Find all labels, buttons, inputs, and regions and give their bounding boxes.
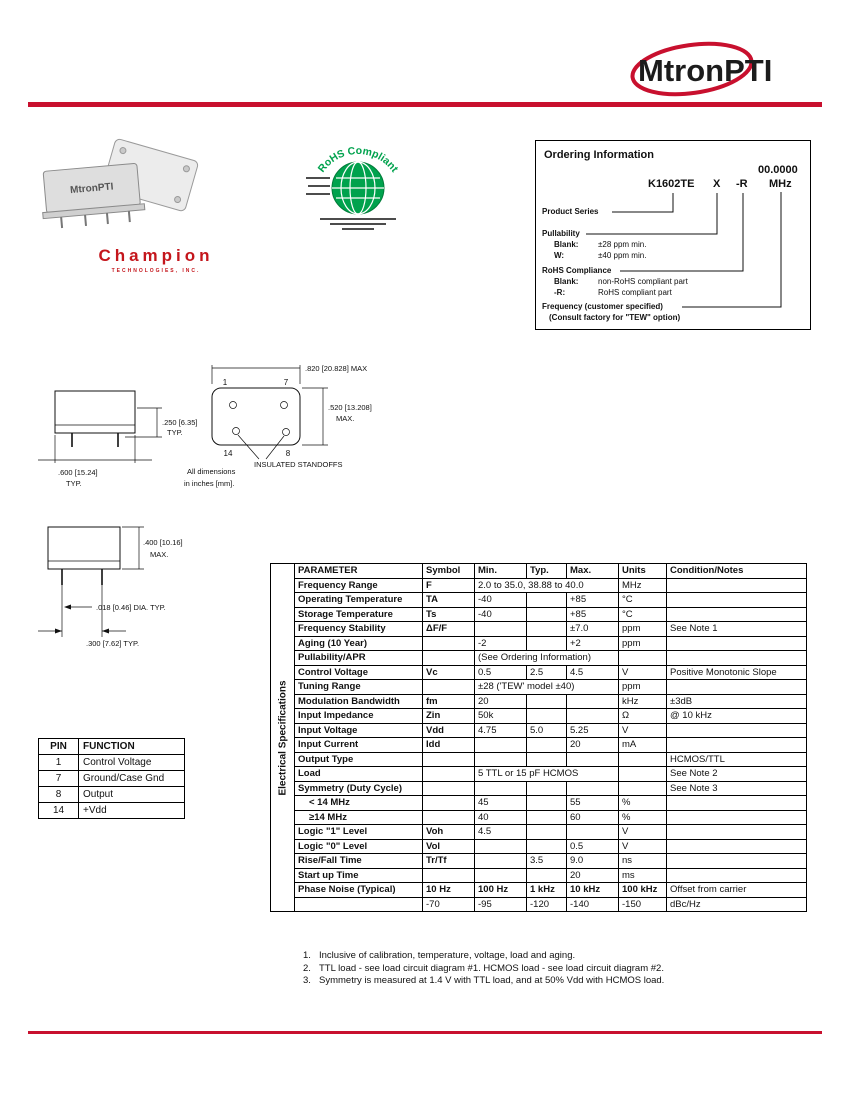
table-cell: Positive Monotonic Slope (667, 665, 807, 680)
table-cell (475, 839, 527, 854)
table-cell (567, 709, 619, 724)
footnote-2: 2. TTL load - see load circuit diagram #1. HCMOS load - see load circuit diagram #2. (303, 962, 664, 974)
svg-text:TYP.: TYP. (66, 479, 82, 488)
table-cell: Frequency Range (295, 578, 423, 593)
rohs-option-blank-desc: non-RoHS compliant part (598, 277, 688, 286)
table-cell: ppm (619, 636, 667, 651)
table-cell (475, 868, 527, 883)
table-cell: Vdd (423, 723, 475, 738)
table-row (295, 593, 807, 608)
table-row (295, 636, 807, 651)
svg-text:.018 [0.46] DIA. TYP.: .018 [0.46] DIA. TYP. (96, 603, 166, 612)
table-cell: ±28 ('TEW' model ±40) (475, 680, 619, 695)
table-row (295, 694, 807, 709)
table-cell (619, 767, 667, 782)
table-cell (667, 651, 807, 666)
table-cell: 0.5 (475, 665, 527, 680)
pullability-option-w-desc: ±40 ppm min. (598, 251, 647, 260)
table-cell: ≥14 MHz (295, 810, 423, 825)
table-header-cell: Min. (475, 564, 527, 579)
table-cell: MHz (619, 578, 667, 593)
table-row (295, 607, 807, 622)
pin-detail (38, 585, 166, 648)
table-cell: ±3dB (667, 694, 807, 709)
table-cell (667, 738, 807, 753)
table-cell: @ 10 kHz (667, 709, 807, 724)
svg-text:MAX.: MAX. (336, 414, 355, 423)
frequency-label: Frequency (customer specified) (542, 302, 663, 311)
table-cell: < 14 MHz (295, 796, 423, 811)
table-cell (527, 607, 567, 622)
table-cell (423, 810, 475, 825)
part-number-rohs: -R (736, 178, 748, 190)
table-cell: F (423, 578, 475, 593)
pin-function-table (38, 738, 185, 819)
table-cell: See Note 3 (667, 781, 807, 796)
ordering-information-box (535, 140, 811, 330)
rohs-option-r-code: -R: (554, 288, 566, 297)
table-cell: 45 (475, 796, 527, 811)
table-cell: 10 kHz (567, 883, 619, 898)
svg-text:INSULATED STANDOFFS: INSULATED STANDOFFS (254, 460, 343, 469)
table-cell: +2 (567, 636, 619, 651)
table-cell: ppm (619, 680, 667, 695)
table-cell (567, 694, 619, 709)
globe (332, 162, 384, 214)
dimensions-note (184, 467, 236, 488)
table-cell: Storage Temperature (295, 607, 423, 622)
table-row (295, 854, 807, 869)
table-cell (619, 651, 667, 666)
table-cell (619, 781, 667, 796)
part-number-pullability: X (713, 178, 721, 190)
table-row (295, 680, 807, 695)
table-cell: 1 kHz (527, 883, 567, 898)
rohs-option-r-desc: RoHS compliant part (598, 288, 672, 297)
table-cell: ppm (619, 622, 667, 637)
table-cell: % (619, 810, 667, 825)
table-cell: 4.5 (567, 665, 619, 680)
table-cell: -40 (475, 607, 527, 622)
side-view-top (38, 391, 197, 488)
table-cell: Output Type (295, 752, 423, 767)
table-cell: V (619, 665, 667, 680)
table-row (295, 796, 807, 811)
product-photo (35, 131, 205, 236)
table-cell: Input Impedance (295, 709, 423, 724)
top-view (212, 364, 372, 469)
table-cell: mA (619, 738, 667, 753)
table-cell: Control Voltage (79, 755, 185, 771)
table-cell (667, 636, 807, 651)
table-cell: fm (423, 694, 475, 709)
spec-table (294, 563, 807, 912)
table-cell: Logic "0" Level (295, 839, 423, 854)
table-row (295, 897, 807, 912)
oscillator-package-front (39, 163, 146, 230)
svg-text:MAX.: MAX. (150, 550, 169, 559)
table-cell (527, 796, 567, 811)
svg-text:.520 [13.208]: .520 [13.208] (328, 403, 372, 412)
table-row (295, 738, 807, 753)
table-cell: Tuning Range (295, 680, 423, 695)
table-row (295, 578, 807, 593)
table-row (295, 752, 807, 767)
table-row (295, 839, 807, 854)
table-row (295, 883, 807, 898)
table-header-cell: Units (619, 564, 667, 579)
table-cell (667, 868, 807, 883)
table-row (39, 787, 185, 803)
table-cell: 4.75 (475, 723, 527, 738)
table-cell (527, 593, 567, 608)
frequency-consult-note: (Consult factory for "TEW" option) (549, 313, 681, 322)
table-cell (423, 767, 475, 782)
table-cell: Logic "1" Level (295, 825, 423, 840)
rohs-arc-text: RoHS Compliant (315, 144, 401, 175)
table-cell (527, 694, 567, 709)
table-header-cell: Typ. (527, 564, 567, 579)
table-cell (667, 810, 807, 825)
champion-logo (88, 246, 224, 274)
table-cell: 2.5 (527, 665, 567, 680)
product-series-label: Product Series (542, 207, 599, 216)
pullability-option-blank-desc: ±28 ppm min. (598, 240, 647, 249)
table-cell: HCMOS/TTL (667, 752, 807, 767)
svg-text:All dimensions: All dimensions (187, 467, 236, 476)
table-cell: 10 Hz (423, 883, 475, 898)
table-cell: Operating Temperature (295, 593, 423, 608)
table-cell (567, 781, 619, 796)
table-cell: 9.0 (567, 854, 619, 869)
table-cell: Voh (423, 825, 475, 840)
svg-text:TYP.: TYP. (167, 428, 183, 437)
mtronpti-logo (630, 36, 825, 100)
package-brand-label: MtronPTI (69, 181, 114, 197)
table-cell: Start up Time (295, 868, 423, 883)
table-cell: -2 (475, 636, 527, 651)
part-number-frequency: 00.0000 (758, 164, 798, 176)
champion-subtitle: TECHNOLOGIES, INC. (111, 268, 201, 274)
table-cell (423, 651, 475, 666)
table-row (295, 651, 807, 666)
table-cell: 5 TTL or 15 pF HCMOS (475, 767, 619, 782)
table-cell: ms (619, 868, 667, 883)
table-cell: Zin (423, 709, 475, 724)
table-cell: -40 (475, 593, 527, 608)
table-cell: Rise/Fall Time (295, 854, 423, 869)
table-row (295, 622, 807, 637)
table-cell (567, 752, 619, 767)
table-cell: Input Voltage (295, 723, 423, 738)
table-cell: 50k (475, 709, 527, 724)
top-rule (28, 102, 822, 107)
table-cell (667, 578, 807, 593)
pin-label-7: 7 (283, 378, 289, 387)
table-cell: -150 (619, 897, 667, 912)
table-cell: Control Voltage (295, 665, 423, 680)
table-cell (667, 839, 807, 854)
table-cell (667, 825, 807, 840)
part-number-frequency-unit: MHz (769, 178, 792, 190)
footnote-3: 3. Symmetry is measured at 1.4 V with TTL load, and at 50% Vdd with HCMOS load. (303, 975, 665, 986)
table-cell (527, 781, 567, 796)
part-number-series: K1602TE (648, 178, 695, 190)
svg-text:in inches [mm].: in inches [mm]. (184, 479, 235, 488)
table-cell: ΔF/F (423, 622, 475, 637)
pin-label-8: 8 (285, 449, 291, 458)
table-cell (527, 825, 567, 840)
svg-text:.250 [6.35]: .250 [6.35] (162, 418, 198, 427)
table-header-cell: FUNCTION (79, 739, 185, 755)
pin-label-14: 14 (223, 449, 233, 458)
table-cell: Aging (10 Year) (295, 636, 423, 651)
table-cell (423, 636, 475, 651)
table-cell (527, 839, 567, 854)
table-cell: Input Current (295, 738, 423, 753)
table-cell (475, 781, 527, 796)
table-cell: Phase Noise (Typical) (295, 883, 423, 898)
table-cell: (See Ordering Information) (475, 651, 619, 666)
table-cell: 2.0 to 35.0, 38.88 to 40.0 (475, 578, 619, 593)
svg-text:.300 [7.62] TYP.: .300 [7.62] TYP. (86, 639, 140, 648)
rohs-option-blank-code: Blank: (554, 277, 579, 286)
table-cell (619, 752, 667, 767)
table-cell: Modulation Bandwidth (295, 694, 423, 709)
table-cell: Ω (619, 709, 667, 724)
table-cell: Ground/Case Gnd (79, 771, 185, 787)
table-row (295, 781, 807, 796)
table-row (295, 825, 807, 840)
table-cell (567, 825, 619, 840)
table-row (39, 771, 185, 787)
footnote-1: 1. Inclusive of calibration, temperature, voltage, load and aging. (303, 950, 576, 961)
pin-label-1: 1 (222, 378, 228, 387)
table-cell (295, 897, 423, 912)
table-cell: 20 (567, 868, 619, 883)
table-cell: +85 (567, 593, 619, 608)
table-cell: °C (619, 593, 667, 608)
table-cell: V (619, 825, 667, 840)
table-cell: Offset from carrier (667, 883, 807, 898)
rohs-compliant-icon (306, 134, 410, 234)
table-cell (527, 810, 567, 825)
table-cell: 5.0 (527, 723, 567, 738)
table-cell: -120 (527, 897, 567, 912)
rohs-compliance-label: RoHS Compliance (542, 266, 612, 275)
table-cell (423, 680, 475, 695)
table-cell: 1 (39, 755, 79, 771)
table-cell: 20 (567, 738, 619, 753)
table-cell: 7 (39, 771, 79, 787)
table-cell (475, 738, 527, 753)
table-header-cell: Max. (567, 564, 619, 579)
table-cell: 100 Hz (475, 883, 527, 898)
table-cell (527, 868, 567, 883)
table-cell (527, 622, 567, 637)
svg-text:.600 [15.24]: .600 [15.24] (58, 468, 98, 477)
table-cell (527, 738, 567, 753)
footnotes (303, 950, 664, 988)
table-cell (667, 796, 807, 811)
table-cell: 60 (567, 810, 619, 825)
table-cell: Pullability/APR (295, 651, 423, 666)
table-cell: ns (619, 854, 667, 869)
table-row (295, 723, 807, 738)
table-row (295, 868, 807, 883)
table-cell (423, 781, 475, 796)
table-cell: Ts (423, 607, 475, 622)
table-cell: See Note 1 (667, 622, 807, 637)
spec-side-strip (270, 563, 294, 912)
table-row (295, 810, 807, 825)
brand-text: MtronPTI (638, 53, 773, 88)
table-cell (667, 854, 807, 869)
spec-side-label: Electrical Specifications (277, 679, 288, 796)
table-header-row (39, 739, 185, 755)
table-cell (527, 752, 567, 767)
table-cell (667, 593, 807, 608)
table-cell (423, 796, 475, 811)
pullability-option-blank-code: Blank: (554, 240, 579, 249)
table-cell: 4.5 (475, 825, 527, 840)
table-cell: +Vdd (79, 803, 185, 819)
table-cell: Idd (423, 738, 475, 753)
table-cell (475, 854, 527, 869)
table-cell (423, 868, 475, 883)
table-cell (527, 636, 567, 651)
champion-name: Champion (98, 246, 214, 265)
table-header-row (295, 564, 807, 579)
pullability-option-w-code: W: (554, 251, 565, 260)
table-cell: -95 (475, 897, 527, 912)
table-cell: -70 (423, 897, 475, 912)
table-row (39, 803, 185, 819)
table-cell: +85 (567, 607, 619, 622)
table-cell: 3.5 (527, 854, 567, 869)
table-cell: 5.25 (567, 723, 619, 738)
svg-text:.400 [10.16]: .400 [10.16] (143, 538, 183, 547)
table-cell: Vol (423, 839, 475, 854)
table-cell: dBc/Hz (667, 897, 807, 912)
table-cell: Symmetry (Duty Cycle) (295, 781, 423, 796)
pullability-label: Pullability (542, 229, 580, 238)
table-cell: TA (423, 593, 475, 608)
table-cell: See Note 2 (667, 767, 807, 782)
table-cell: °C (619, 607, 667, 622)
table-cell (667, 680, 807, 695)
table-cell: -140 (567, 897, 619, 912)
table-cell (527, 709, 567, 724)
table-header-cell: Symbol (423, 564, 475, 579)
ordering-title: Ordering Information (544, 149, 654, 161)
table-cell: 20 (475, 694, 527, 709)
table-cell: 14 (39, 803, 79, 819)
table-cell: % (619, 796, 667, 811)
table-cell: Output (79, 787, 185, 803)
table-cell (475, 622, 527, 637)
table-cell (475, 752, 527, 767)
table-cell: Frequency Stability (295, 622, 423, 637)
side-view-bottom (48, 527, 183, 585)
table-header-cell: Condition/Notes (667, 564, 807, 579)
electrical-specifications-section (270, 563, 807, 912)
table-row (295, 665, 807, 680)
table-cell: Load (295, 767, 423, 782)
table-row (295, 709, 807, 724)
table-cell: 40 (475, 810, 527, 825)
table-header-cell: PARAMETER (295, 564, 423, 579)
table-cell: V (619, 839, 667, 854)
table-cell (667, 607, 807, 622)
table-cell: V (619, 723, 667, 738)
svg-text:.820 [20.828] MAX: .820 [20.828] MAX (305, 364, 368, 373)
table-cell: 0.5 (567, 839, 619, 854)
table-cell (667, 723, 807, 738)
table-header-cell: PIN (39, 739, 79, 755)
table-cell: Tr/Tf (423, 854, 475, 869)
table-cell: 55 (567, 796, 619, 811)
table-cell: ±7.0 (567, 622, 619, 637)
table-cell: kHz (619, 694, 667, 709)
table-cell: 8 (39, 787, 79, 803)
table-row (295, 767, 807, 782)
table-cell (423, 752, 475, 767)
table-row (39, 755, 185, 771)
table-cell: 100 kHz (619, 883, 667, 898)
table-cell: Vc (423, 665, 475, 680)
bottom-rule (28, 1031, 822, 1034)
